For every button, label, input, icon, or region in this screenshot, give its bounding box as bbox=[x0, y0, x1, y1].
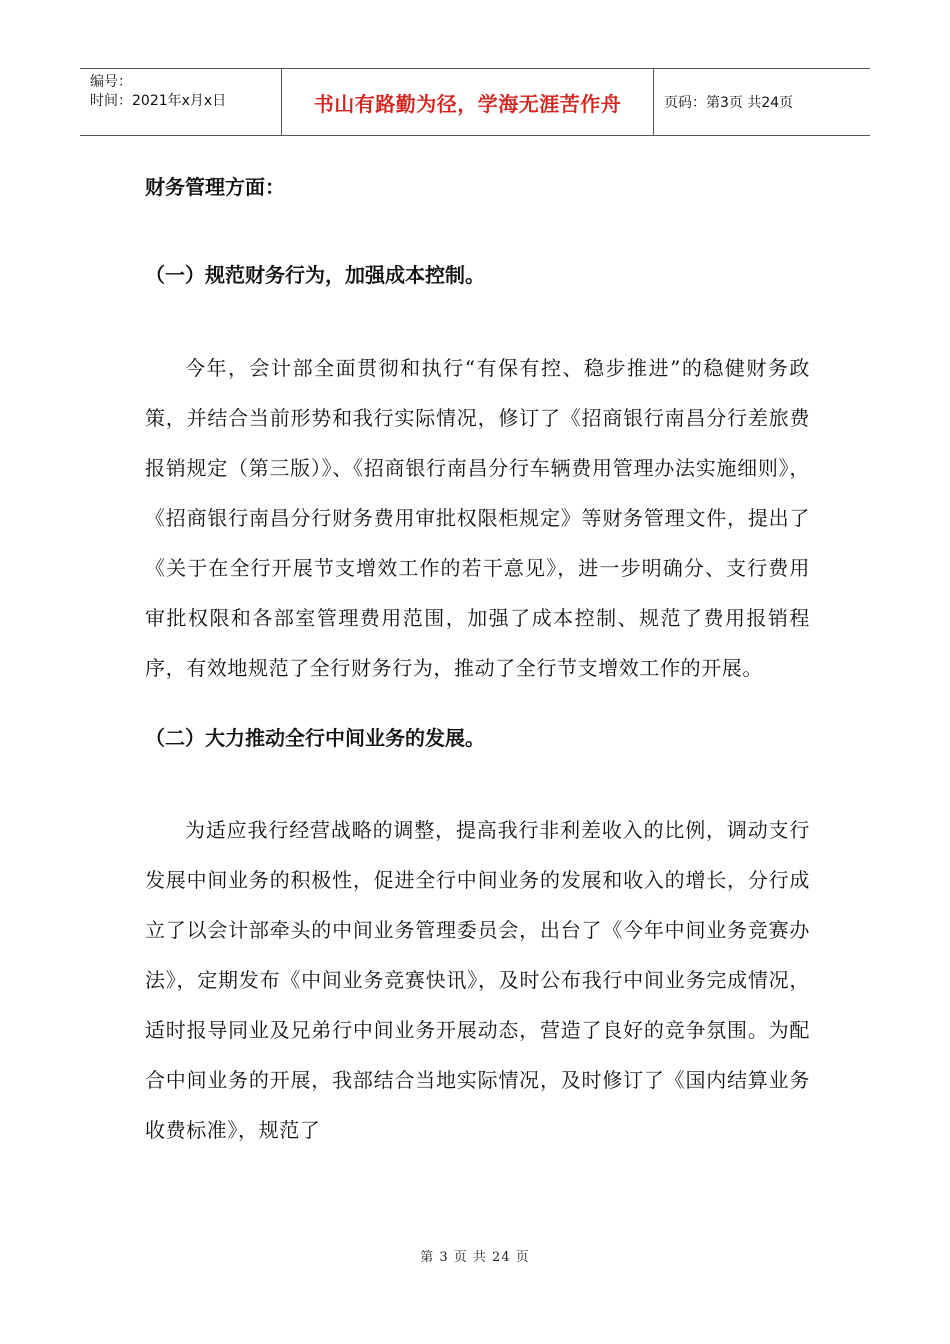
section-2-paragraph: 为适应我行经营战略的调整，提高我行非利差收入的比例，调动支行发展中间业务的积极性，促进全行中间业务的发展和收入的增长，分行成立了以会计部牵头的中间业务管理委员会，出台了《今年中间业务竞赛办法》，定期发布《中间业务竞赛快讯》，及时公布我行中间业务完成情况，适时报导同业及兄弟行中间业务开展动态，营造了良好的竞争氛围。为配合中间业务的开展，我部结合当地实际情况，及时修订了《国内结算业务收费标准》，规范了 bbox=[145, 818, 810, 1142]
header-meta-cell bbox=[80, 69, 282, 135]
document-body bbox=[145, 160, 810, 1155]
document-number-label: 编号： bbox=[90, 74, 132, 90]
header-page-info: 页码：第3页 共24页 bbox=[664, 95, 794, 111]
section-1-heading: （一）规范财务行为，加强成本控制。 bbox=[145, 263, 485, 287]
header-motto-cell bbox=[282, 69, 654, 135]
header-motto: 书山有路勤为径，学海无涯苦作舟 bbox=[313, 91, 622, 116]
page-header bbox=[80, 68, 870, 136]
header-page-cell bbox=[654, 69, 870, 135]
section-2-heading: （二）大力推动全行中间业务的发展。 bbox=[145, 726, 485, 750]
page-footer: 第 3 页 共 24 页 bbox=[420, 1250, 530, 1265]
page-title: 财务管理方面： bbox=[145, 175, 285, 199]
section-1-paragraph: 今年，会计部全面贯彻和执行“有保有控、稳步推进”的稳健财务政策，并结合当前形势和我行实际情况，修订了《招商银行南昌分行差旅费报销规定（第三版）》、《招商银行南昌分行车辆费用管理办法实施细则》，《招商银行南昌分行财务费用审批权限柜规定》等财务管理文件，提出了《关于在全行开展节支增效工作的若干意见》，进一步明确分、支行费用审批权限和各部室管理费用范围，加强了成本控制、规范了费用报销程序，有效地规范了全行财务行为，推动了全行节支增效工作的开展。 bbox=[145, 356, 810, 680]
document-time-label: 时间：2021年x月x日 bbox=[90, 93, 227, 109]
